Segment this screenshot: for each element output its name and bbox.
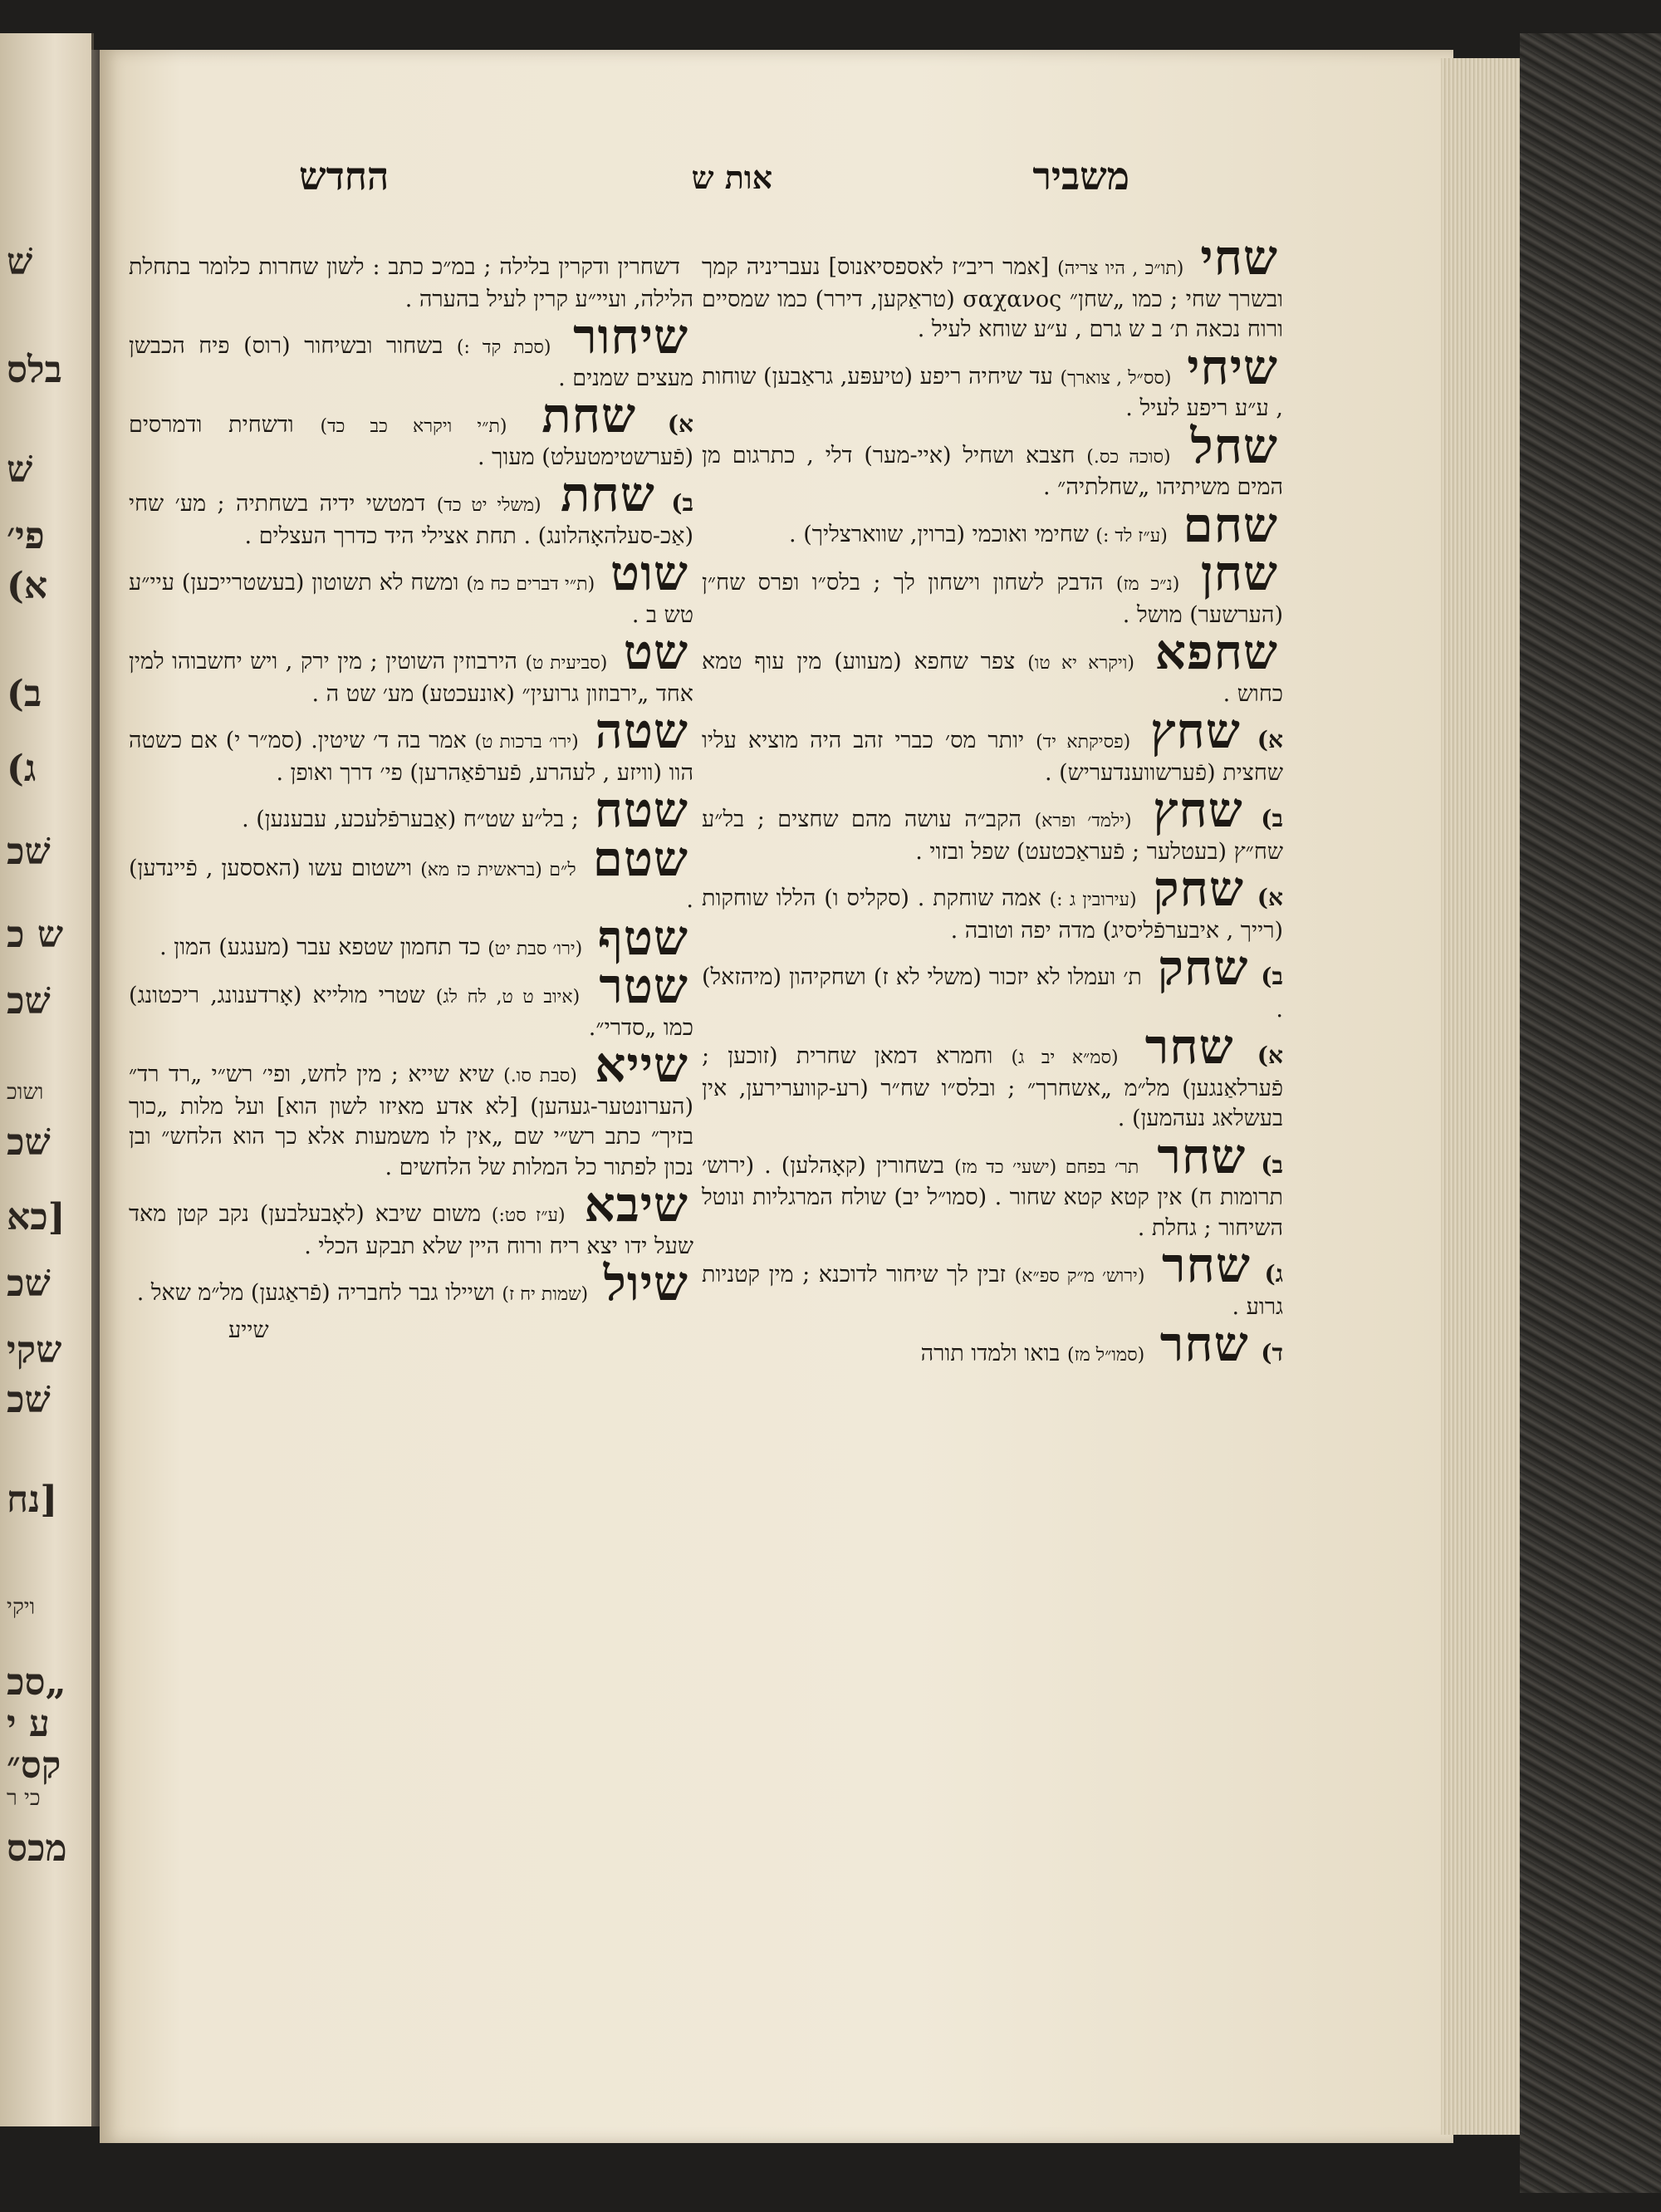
- header-title-left: החדש: [299, 154, 390, 199]
- entry-headword: שייא: [595, 1037, 688, 1093]
- entry-headword: שטם: [592, 830, 688, 887]
- entry-source: (סמו״ל מז): [1067, 1345, 1145, 1366]
- entry-definition: צפר שחפא (מעווע) מין עוף טמא כחוש .: [702, 649, 1283, 707]
- entry-source: (שמות יח ז): [502, 1284, 589, 1305]
- dictionary-entry: [702, 939, 1283, 1025]
- entry-headword: שחק: [1153, 861, 1244, 917]
- dictionary-entry: [129, 241, 693, 315]
- dictionary-entry: [702, 496, 1283, 553]
- entry-definition: וחמרא דמאן שחרית (זוכען ; פֿערלאַנגען) מל״מ „אשחרך״ ; ובלס״ו שח״ר (רע-קווערירען, אין בעשלאג נעהמען) .: [702, 1043, 1283, 1131]
- entry-headword: שחר: [1157, 1127, 1247, 1184]
- entry-definition: הקב״ה עושה מהם שחצים ; בל״ע שח״ץ (בעטלער ; פֿעראַכטעט) שפל ובזוי .: [702, 807, 1283, 865]
- entry-label: ב): [1261, 963, 1283, 990]
- entry-definition: עד שיחיה ריפע (טיעפּע, גראַבען) שוחות , ע״ע ריפע לעיל .: [702, 363, 1283, 421]
- dictionary-entry: [129, 387, 694, 473]
- dictionary-entry: [129, 958, 693, 1043]
- dictionary-entry: [702, 861, 1283, 946]
- previous-page-fragment: [כא: [7, 1196, 66, 1238]
- entry-source: (סמ״א יב ג): [1011, 1047, 1119, 1068]
- dictionary-entry: [129, 830, 693, 916]
- entry-source: (סוכה כס.): [1086, 446, 1171, 468]
- entry-definition: בשחורין (קאָהלען) . (ירוש׳ תרומות ח) אין קטא קטא שחור . (סמו״ל יב) שולח המרגליות ונוטל השיחור ; גחלת .: [702, 1152, 1283, 1241]
- entry-definition: יותר מס׳ כברי זהב היה מוציא עליו שחצית (פֿערשווענדעריש) .: [702, 728, 1283, 786]
- entry-definition: שטרי מולייא (אָרדענונג, ריכטונג) כמו „סדרי״.: [129, 983, 693, 1041]
- previous-page-fragment: ג): [7, 748, 37, 790]
- entry-headword: שחר: [1162, 1237, 1251, 1293]
- right-column: [702, 229, 1284, 1376]
- previous-page-fragment: כי ר: [7, 1786, 41, 1811]
- entry-definition: חצבא ושחיל (איי-מער) דלי , כתרגום מן המים משיתיהו „שחלתיה״ .: [702, 442, 1283, 500]
- entry-definition: שחימי ואוכמי (ברוין, שווארצליך) .: [789, 521, 1089, 547]
- entry-definition: כד תחמון שטפא עבר (מענגע) המון .: [159, 934, 481, 960]
- entry-source: (ירו׳ ברכות ט): [474, 732, 579, 753]
- entry-source: (איוב ט ט, לח לג): [435, 987, 581, 1008]
- page-edges: [1441, 58, 1521, 2135]
- previous-page-fragment: א): [7, 565, 48, 607]
- previous-page-fragment: ב): [7, 673, 42, 715]
- entry-definition: אמה שוחקת . (סקליס ו) הללו שוחקות (רייך , איבערפֿליסיג) מדה יפה וטובה .: [702, 885, 1283, 944]
- entry-definition: ודשחית ודמרסים (פֿערשטימטעלט) מעוך .: [129, 412, 693, 470]
- dictionary-entry: [702, 624, 1283, 709]
- dictionary-entry: [702, 417, 1283, 503]
- entry-headword: שוט: [610, 545, 688, 601]
- previous-page-fragment: ע י: [7, 1703, 50, 1745]
- previous-page-fragment: [נח: [7, 1479, 58, 1521]
- entry-headword: שחץ: [1153, 782, 1243, 838]
- entry-label: ד): [1261, 1339, 1283, 1366]
- previous-page-fragment: שׁכ: [7, 1379, 51, 1421]
- entry-source: (ע״ז סט:): [491, 1205, 566, 1226]
- entry-definition: משום שיבא (לאָבעלבען) נקב קטן מאד שעל ידו יצא ריח ורוח היין שלא תבקע הכלי .: [129, 1201, 693, 1259]
- previous-page-fragment: מכס: [7, 1827, 67, 1870]
- entry-definition: שיא שייא ; מין לחש, ופי׳ רש״י „רד רד״ (הערונטער-געהען) [לא אדע מאיזו לשון הוא] ועל מלות „כוך בזיך״ כתב רש״י שם „אין לו משמעות אלא כך הוא הלחש״ ובן נכון לפתור כל המלות של הלחשים .: [129, 1062, 693, 1180]
- dictionary-entry: [702, 782, 1284, 867]
- entry-source: תר׳ בפחם (ישעי׳ כד מז): [954, 1156, 1139, 1178]
- entry-label: ג): [1264, 1260, 1283, 1287]
- running-header: [299, 154, 1129, 212]
- entry-label: ב): [671, 489, 693, 517]
- previous-page-fragment: שׁכ: [7, 1263, 51, 1305]
- entry-definition: דמטשי ידיה בשחתיה ; מע׳ שחי (אַכ-סעלהאָהלונג) . תחת אצילי היד כדרך העצלים .: [129, 491, 693, 549]
- previous-page-fragment: קס״: [7, 1744, 61, 1787]
- entry-definition: בשחור ובשיחור (רוס) פיח הכבשן מעצים שמנים .: [129, 333, 693, 391]
- entry-source: (משלי יט כד): [436, 495, 541, 516]
- entry-label: א): [1257, 884, 1283, 911]
- dictionary-entry: [702, 1018, 1283, 1135]
- entry-definition: בואו ולמדו תורה: [920, 1341, 1061, 1366]
- entry-source: (ויקרא יא טו): [1027, 653, 1134, 674]
- previous-page-fragment: ושוכ: [7, 1080, 44, 1105]
- entry-source: (סס״ל , צוארך): [1060, 367, 1172, 389]
- entry-headword: שחק: [1157, 939, 1249, 996]
- entry-source: (ירוש׳ מ״ק ספ״א): [1014, 1266, 1145, 1287]
- previous-page-fragment: שׁ: [7, 449, 33, 491]
- entry-definition: אמר בה ד׳ שיטין. (סמ״ר י) אם כשטה הוו (וויזע , לעהרע, פֿערפֿאַהרען) פי׳ דרך ואופן .: [129, 728, 693, 786]
- entry-label: א): [667, 410, 694, 438]
- dictionary-entry: [129, 1037, 693, 1183]
- entry-headword: שחל: [1190, 417, 1278, 474]
- entry-label: ב): [1261, 1150, 1284, 1179]
- dictionary-entry: [129, 1255, 693, 1312]
- dictionary-entry: [129, 466, 693, 552]
- dictionary-entry: [702, 229, 1283, 346]
- dictionary-entry: [702, 703, 1283, 788]
- entry-source: (פסיקתא יד): [1036, 732, 1131, 753]
- entry-label: א): [1257, 726, 1283, 753]
- entry-definition: וישטום עשו (האססען , פֿיינדען) .: [129, 855, 693, 913]
- entry-source: (ת״י דברים כח מ): [466, 574, 595, 595]
- previous-page-fragment: שקי: [7, 1329, 62, 1371]
- dictionary-entry: [129, 545, 693, 630]
- entry-headword: שיול: [603, 1255, 688, 1312]
- entry-headword: שחם: [1183, 496, 1278, 553]
- dictionary-entry: [129, 703, 693, 788]
- entry-headword: שטף: [597, 909, 688, 966]
- previous-page-fragment: שׁכ: [7, 980, 51, 1023]
- dictionary-entry: [702, 545, 1283, 630]
- entry-source: (נ״כ מז): [1115, 574, 1180, 595]
- entry-headword: שטח: [594, 782, 688, 838]
- entry-definition: ומשח לא תשוטון (בעשטרייכען) עיי״ע טש ב .: [129, 570, 693, 628]
- entry-headword: שחר: [1144, 1018, 1234, 1075]
- previous-page-fragment: שׁ: [7, 241, 33, 283]
- dictionary-entry: [702, 1316, 1283, 1372]
- book-cover: [1520, 33, 1661, 2193]
- previous-page-fragment: שׁכ: [7, 1121, 51, 1164]
- entry-headword: שיחור: [573, 308, 689, 365]
- entry-source: (ילמד׳ ופרא): [1034, 811, 1132, 831]
- previous-page-fragment: בלס: [7, 349, 62, 391]
- entry-headword: שטר: [599, 958, 688, 1014]
- entry-source: (סבת סו.): [503, 1066, 577, 1086]
- previous-page-fragment: „סכ: [7, 1661, 66, 1704]
- entry-source: (תו״כ , היו צריה): [1057, 258, 1184, 279]
- dictionary-entry: [129, 308, 693, 394]
- entry-headword: שחן: [1200, 545, 1278, 601]
- entry-headword: שחי: [1200, 229, 1278, 286]
- entry-definition: [אמר ריב״ז לאספסיאנוס] נעבריניה קמך ובשרך שחי ; כמו „שחן״ σαχανος (טראַקען, דירר) כמו שמסיים ורוח נכאה ת׳ ב ש גרם , ע״ע שוחא לעיל .: [702, 254, 1283, 342]
- entry-label: א): [1257, 1042, 1283, 1069]
- entry-headword: שחץ: [1150, 703, 1241, 759]
- previous-page-fragment: שׁכ: [7, 831, 51, 873]
- entry-headword: שט: [623, 624, 689, 680]
- entry-headword: שחת: [561, 466, 655, 522]
- entry-definition: הדבק לשחון וישחון לך ; בלס״ו ופרס שח״ן (הערשער) מושל .: [702, 570, 1283, 628]
- entry-label: ב): [1261, 805, 1284, 832]
- dictionary-entry: [702, 1237, 1283, 1322]
- entry-headword: שחר: [1159, 1316, 1249, 1372]
- entry-headword: שיבא: [584, 1176, 688, 1233]
- previous-page-edge: [0, 33, 94, 2126]
- dictionary-entry: [702, 338, 1283, 424]
- entry-source: (ת״י ויקרא כב כד): [320, 416, 507, 437]
- entry-definition: זבין לך שיחור לדוכנא ; מין קטניות גרוע .: [702, 1262, 1283, 1320]
- entry-definition: דשחרין ודקרין בלילה ; במ״כ כתב : לשון שחרות כלומר בתחלת הלילה, ועיי״ע קרין לעיל בהערה .: [129, 254, 693, 312]
- entry-definition: ; בל״ע שט״ח (אַבערפֿלעכע, עבענען) .: [242, 807, 579, 832]
- entry-definition: הירבוזין השוטין ; מין ירק , ויש יחשבוהו למין אחד „ירבוזון גרועין״ (אונעכטע) מע׳ שט ה .: [129, 649, 693, 707]
- header-letter-section: אות ש: [691, 159, 772, 196]
- entry-headword: שטה: [595, 703, 688, 759]
- entry-source: ל״ם (בראשית כז מא): [420, 859, 576, 880]
- entry-definition: ושיילו גבר לחבריה (פֿראַגען) מל״מ שאל .: [136, 1280, 495, 1306]
- header-title-right: משביר: [1032, 154, 1129, 199]
- entry-headword: שיחי: [1187, 338, 1278, 395]
- entry-source: (עירובין ג :): [1049, 890, 1137, 910]
- entry-definition: ת׳ ועמלו לא יזכור (משלי לא ז) ושחקיהון (מיהזאל) .: [702, 964, 1283, 1023]
- entry-source: (סכת קד :): [456, 337, 551, 358]
- entry-source: (סביעית ט): [525, 653, 608, 674]
- previous-page-fragment: ש כ: [7, 914, 63, 956]
- dictionary-entry: [129, 624, 693, 709]
- left-column: [129, 241, 693, 1346]
- entry-headword: שחפא: [1154, 624, 1278, 680]
- entry-headword: שחת: [541, 387, 637, 444]
- entry-source: (ע״ז לד :): [1095, 525, 1168, 547]
- dictionary-entry: [702, 1127, 1284, 1244]
- previous-page-fragment: ויקי: [7, 1595, 36, 1620]
- dictionary-entry: [129, 1176, 693, 1262]
- catchword: שייע: [228, 1317, 269, 1343]
- previous-page-fragment: פי׳: [7, 515, 45, 557]
- entry-source: (ירו׳ סבת יט): [488, 938, 583, 959]
